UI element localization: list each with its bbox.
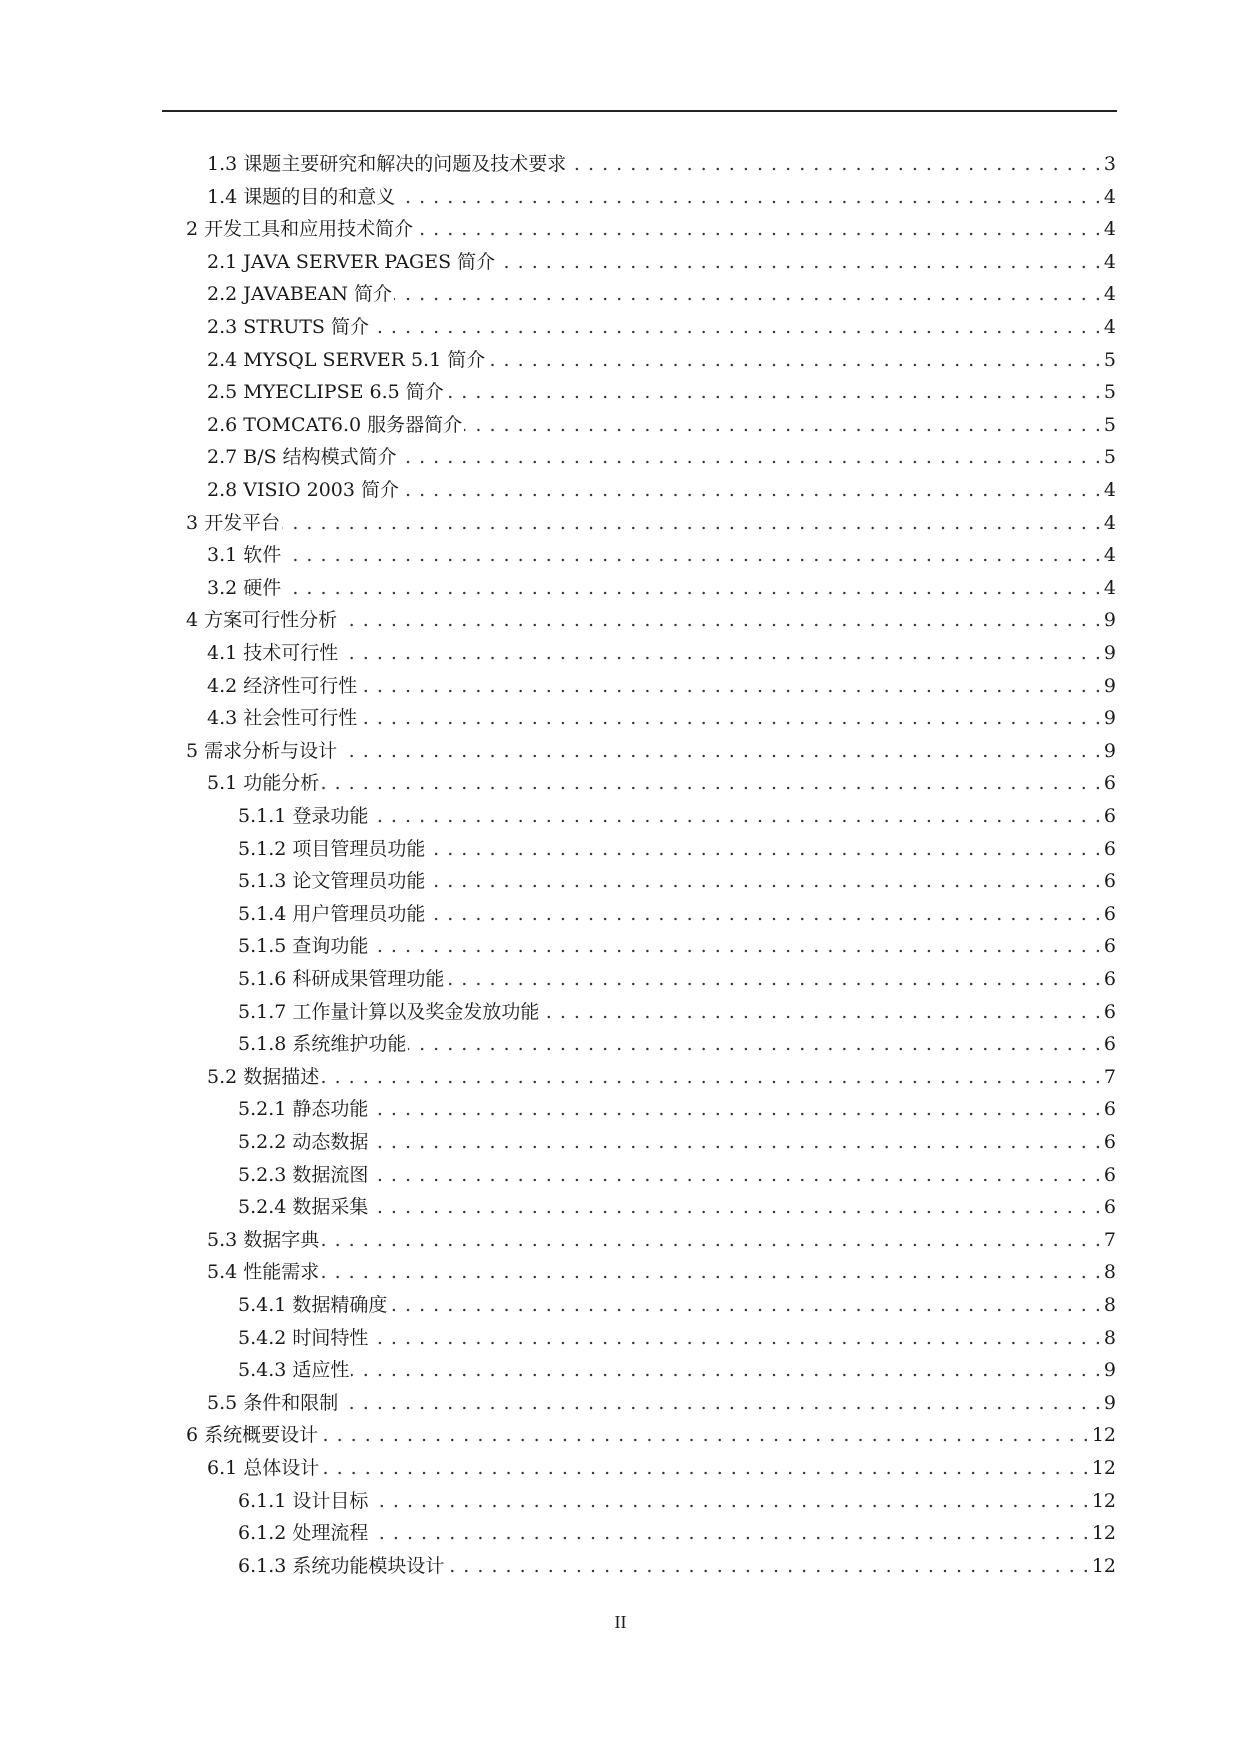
toc-entry-page: 6 [1103,772,1116,795]
toc-entry-page: 8 [1103,1261,1116,1284]
toc-dot-leader [389,1291,1102,1319]
toc-entry[interactable] [207,346,1116,374]
toc-entry[interactable] [207,378,1116,406]
toc-entry-title: 2 开发工具和应用技术简介 [186,218,414,241]
toc-dot-leader [321,1454,1090,1482]
toc-entry-title: 3 开发平台 [186,511,281,534]
toc-entry[interactable] [207,280,1116,308]
toc-dot-leader [370,1128,1102,1156]
toc-entry[interactable] [207,1454,1116,1482]
toc-entry[interactable] [207,1226,1116,1254]
toc-entry[interactable] [207,574,1116,602]
toc-entry-page: 12 [1091,1424,1116,1447]
toc-dot-leader [487,346,1102,374]
toc-dot-leader [370,1193,1102,1221]
toc-entry-page: 5 [1103,413,1116,436]
toc-entry[interactable] [207,313,1116,341]
toc-dot-leader [321,1258,1102,1286]
toc-entry[interactable] [186,215,1116,243]
toc-entry[interactable] [238,1095,1116,1123]
toc-entry-page: 4 [1103,250,1116,273]
toc-entry-page: 4 [1103,283,1116,306]
toc-entry-title: 3.1 软件 [207,544,282,567]
toc-entry-title: 4 方案可行性分析 [186,609,338,632]
toc-dot-leader [370,802,1102,830]
toc-entry[interactable] [207,443,1116,471]
toc-dot-leader [339,606,1102,634]
toc-dot-leader [497,248,1102,276]
toc-entry-page: 9 [1103,609,1116,632]
toc-entry-title: 4.2 经济性可行性 [207,674,358,697]
toc-dot-leader [359,672,1102,700]
toc-entry-page: 5 [1103,381,1116,404]
toc-dot-leader [370,1519,1089,1547]
toc-entry[interactable] [207,769,1116,797]
toc-entry[interactable] [207,541,1116,569]
toc-entry-title: 5.4.2 时间特性 [238,1326,369,1349]
toc-entry[interactable] [238,932,1116,960]
toc-entry-title: 5.2.4 数据采集 [238,1196,369,1219]
toc-entry-page: 6 [1103,1131,1116,1153]
toc-entry-title: 2.1 JAVA SERVER PAGES 简介 [207,250,496,273]
toc-dot-leader [394,280,1102,308]
toc-entry-page: 7 [1103,1065,1116,1088]
toc-entry-title: 5.2.2 动态数据 [238,1131,369,1153]
toc-entry-page: 6 [1103,935,1116,958]
toc-dot-leader [370,1095,1102,1123]
toc-entry[interactable] [238,835,1116,863]
toc-entry-title: 6.1.1 设计目标 [238,1489,369,1512]
toc-entry-page: 6 [1103,902,1116,925]
toc-entry-title: 5.2.3 数据流图 [238,1163,369,1186]
toc-dot-leader [340,1389,1102,1417]
toc-entry-page: 12 [1091,1489,1116,1512]
toc-entry-page: 12 [1091,1554,1116,1577]
toc-entry[interactable] [186,1421,1116,1449]
toc-entry[interactable] [238,867,1116,895]
toc-dot-leader [370,1161,1102,1189]
toc-entry-page: 6 [1103,870,1116,893]
toc-entry-title: 5.1.8 系统维护功能 [238,1033,407,1056]
toc-dot-leader [370,1324,1102,1352]
toc-entry[interactable] [207,411,1116,439]
toc-entry-title: 2.4 MYSQL SERVER 5.1 简介 [207,348,486,371]
toc-entry-title: 4.1 技术可行性 [207,642,339,664]
toc-entry-page: 4 [1103,185,1116,208]
toc-entry-page: 6 [1103,1000,1116,1023]
header-rule [162,110,1117,112]
toc-entry-page: 9 [1103,707,1116,730]
toc-dot-leader [370,932,1102,960]
toc-entry-title: 5.4.3 适应性 [238,1359,350,1382]
toc-entry-title: 5.1.3 论文管理员功能 [238,870,426,893]
toc-entry-page: 6 [1103,1098,1116,1121]
toc-dot-leader [320,1421,1090,1449]
toc-entry-title: 2.7 B/S 结构模式简介 [207,446,397,469]
toc-entry[interactable] [238,1356,1116,1384]
toc-entry-title: 1.3 课题主要研究和解决的问题及技术要求 [207,153,567,175]
toc-entry-title: 5.1.2 项目管理员功能 [238,837,426,860]
toc-entry-page: 4 [1103,576,1116,599]
toc-entry[interactable] [186,606,1116,634]
toc-entry[interactable] [207,183,1116,211]
toc-entry-title: 6.1.2 处理流程 [238,1522,369,1545]
toc-entry-title: 5.1.1 登录功能 [238,805,369,827]
toc-dot-leader [399,443,1102,471]
page-number: II [614,1612,627,1632]
toc-dot-leader [371,313,1102,341]
toc-entry-page: 12 [1091,1522,1116,1545]
toc-entry[interactable] [238,998,1116,1026]
toc-entry-title: 5.3 数据字典 [207,1228,320,1251]
toc-entry-title: 5 需求分析与设计 [186,739,338,762]
toc-dot-leader [321,1226,1102,1254]
toc-entry-page: 4 [1103,316,1116,338]
toc-entry-page: 6 [1103,1163,1116,1186]
toc-entry-title: 5.1.6 科研成果管理功能 [238,968,445,990]
toc-entry-title: 1.4 课题的目的和意义 [207,185,396,208]
toc-entry-page: 4 [1103,218,1116,241]
toc-entry-page: 8 [1103,1326,1116,1349]
toc-entry-title: 2.8 VISIO 2003 简介 [207,479,400,501]
toc-entry[interactable] [238,1161,1116,1189]
toc-entry[interactable] [207,150,1116,178]
toc-dot-leader [340,639,1102,667]
toc-dot-leader [283,574,1102,602]
toc-dot-leader [408,1030,1102,1058]
toc-dot-leader [427,867,1102,895]
toc-dot-leader [370,1487,1089,1515]
toc-dot-leader [446,1552,1089,1580]
toc-entry[interactable] [238,1487,1116,1515]
toc-entry-title: 5.1.7 工作量计算以及奖金发放功能 [238,1000,540,1023]
toc-entry[interactable] [238,1193,1116,1221]
toc-dot-leader [397,183,1102,211]
toc-entry[interactable] [238,1030,1116,1058]
toc-entry[interactable] [238,965,1116,993]
toc-entry-page: 7 [1103,1228,1116,1251]
toc-entry[interactable] [238,900,1116,928]
toc-entry[interactable] [207,704,1116,732]
toc-entry[interactable] [207,639,1116,667]
toc-entry[interactable] [238,802,1116,830]
toc-entry[interactable] [207,248,1116,276]
toc-entry-page: 8 [1103,1294,1116,1316]
toc-entry-title: 2.2 JAVABEAN 简介 [207,283,393,306]
toc-entry-page: 4 [1103,511,1116,534]
toc-entry-page: 6 [1103,968,1116,990]
toc-entry-page: 12 [1091,1457,1116,1479]
toc-entry[interactable] [238,1552,1116,1580]
toc-entry[interactable] [238,1128,1116,1156]
toc-dot-leader [568,150,1102,178]
toc-dot-leader [351,1356,1102,1384]
toc-entry[interactable] [207,672,1116,700]
toc-dot-leader [446,965,1102,993]
toc-entry-title: 3.2 硬件 [207,576,282,599]
toc-entry-page: 4 [1103,544,1116,567]
toc-dot-leader [415,215,1102,243]
toc-entry-title: 5.4.1 数据精确度 [238,1294,388,1316]
toc-entry-title: 2.6 TOMCAT6.0 服务器简介 [207,413,463,436]
toc-entry-title: 2.5 MYECLIPSE 6.5 简介 [207,381,444,404]
toc-dot-leader [401,476,1102,504]
toc-entry-title: 4.3 社会性可行性 [207,707,358,730]
toc-entry-title: 6 系统概要设计 [186,1424,319,1447]
toc-entry-page: 9 [1103,739,1116,762]
toc-dot-leader [541,998,1102,1026]
toc-entry[interactable] [207,476,1116,504]
toc-entry[interactable] [238,1324,1116,1352]
toc-entry-page: 9 [1103,1359,1116,1382]
toc-dot-leader [427,835,1102,863]
toc-dot-leader [446,378,1102,406]
toc-entry-title: 5.2.1 静态功能 [238,1098,369,1121]
toc-entry-title: 2.3 STRUTS 简介 [207,316,369,338]
toc-dot-leader [339,737,1102,765]
toc-entry-page: 6 [1103,1196,1116,1219]
toc-entry-title: 6.1 总体设计 [207,1457,320,1479]
toc-dot-leader [427,900,1102,928]
toc-entry-page: 6 [1103,837,1116,860]
toc-entry-title: 5.5 条件和限制 [207,1391,339,1414]
toc-entry-page: 9 [1103,674,1116,697]
toc-entry-title: 6.1.3 系统功能模块设计 [238,1554,445,1577]
toc-entry-page: 4 [1103,479,1116,501]
toc-entry-page: 9 [1103,1391,1116,1414]
toc-entry-page: 6 [1103,1033,1116,1056]
toc-entry[interactable] [207,1258,1116,1286]
toc-entry[interactable] [238,1519,1116,1547]
toc-dot-leader [321,1063,1102,1091]
toc-entry-title: 5.1.5 查询功能 [238,935,369,958]
toc-dot-leader [464,411,1102,439]
toc-dot-leader [282,509,1102,537]
toc-entry-title: 5.4 性能需求 [207,1261,320,1284]
toc-entry[interactable] [207,1063,1116,1091]
toc-dot-leader [321,769,1102,797]
toc-entry-title: 5.1.4 用户管理员功能 [238,902,426,925]
toc-entry-page: 5 [1103,446,1116,469]
toc-entry-page: 6 [1103,805,1116,827]
toc-entry[interactable] [186,737,1116,765]
toc-entry-title: 5.2 数据描述 [207,1065,320,1088]
toc-entry-page: 5 [1103,348,1116,371]
toc-entry[interactable] [207,1389,1116,1417]
toc-dot-leader [283,541,1102,569]
toc-entry-title: 5.1 功能分析 [207,772,320,795]
toc-entry-page: 9 [1103,642,1116,664]
toc-entry-page: 3 [1103,153,1116,175]
toc-entry[interactable] [186,509,1116,537]
toc-entry[interactable] [238,1291,1116,1319]
toc-dot-leader [359,704,1102,732]
